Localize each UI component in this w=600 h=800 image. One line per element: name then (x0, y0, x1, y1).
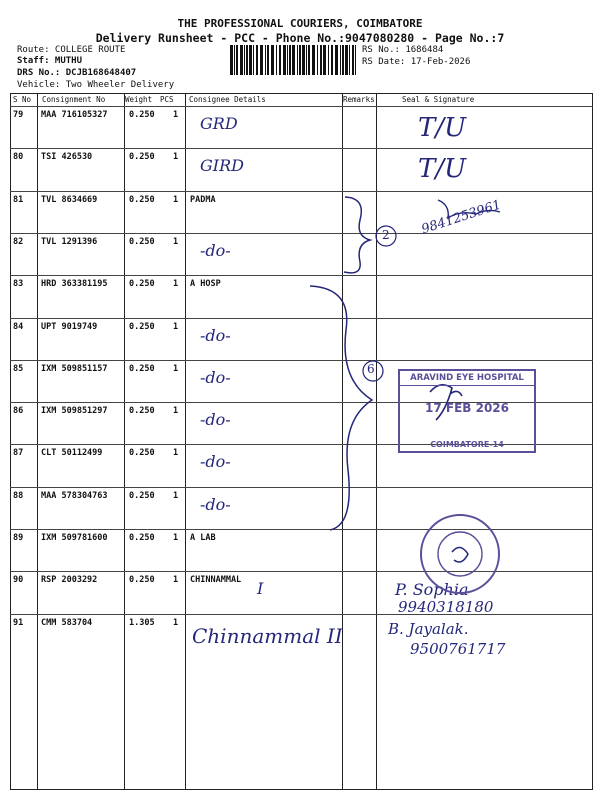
cell-pcs: 1 (173, 279, 179, 290)
barcode-bar (240, 45, 243, 75)
barcode-bar (287, 45, 288, 75)
header-sno: S No (13, 95, 32, 104)
cell-weight: 0.250 (129, 236, 155, 247)
handwritten-consignee: -do- (200, 494, 231, 514)
header-weight: Weight (125, 95, 153, 104)
stamp-date: 17 FEB 2026 (425, 401, 509, 415)
barcode-bar (292, 45, 295, 75)
company-title: THE PROFESSIONAL COURIERS, COIMBATORE (177, 17, 423, 30)
barcode-bar (256, 45, 258, 75)
row-divider (10, 318, 593, 319)
barcode-bar (340, 45, 341, 75)
header-consignee: Consignee Details (189, 95, 266, 104)
cell-sno: 79 (13, 110, 24, 120)
row-divider (10, 275, 593, 276)
cell-pcs: 1 (173, 194, 179, 205)
barcode-bar (306, 45, 307, 75)
barcode-bar (236, 45, 238, 75)
cell-cno: CLT 50112499 (41, 448, 103, 459)
rs-number: RS No.: 1686484 (362, 45, 444, 55)
cell-weight: 0.250 (129, 110, 155, 120)
barcode-bar (302, 45, 305, 75)
cell-pcs: 1 (173, 533, 179, 543)
rs-date: RS Date: 17-Feb-2026 (362, 57, 471, 67)
handwritten-sophia: P. Sophia (395, 580, 469, 599)
row-divider (10, 191, 593, 192)
handwritten-sophia-phone: 9940318180 (398, 598, 494, 616)
handwritten-phone: 9841253961 (419, 197, 504, 238)
cell-pcs: 1 (173, 406, 179, 417)
cell-weight: 0.250 (129, 363, 155, 374)
cell-weight: 1.305 (129, 617, 155, 628)
barcode-icon (230, 45, 356, 75)
header-remarks: Remarks (343, 95, 375, 104)
cell-cno: IXM 509851297 (41, 406, 108, 417)
barcode-bar (342, 45, 344, 75)
row-divider (10, 148, 593, 149)
cell-consignee: CHINNAMMAL (190, 575, 242, 586)
cell-pcs: 1 (173, 363, 179, 374)
handwritten-tu-1: T/U (418, 113, 467, 143)
row-divider (10, 529, 593, 530)
barcode-bar (297, 45, 298, 75)
row-divider (10, 571, 593, 572)
cell-sno: 84 (13, 321, 24, 332)
cell-cno: IXM 509851157 (41, 363, 108, 374)
cell-cno: HRD 363381195 (41, 279, 108, 290)
cell-consignee: A LAB (190, 533, 216, 543)
route-label: Route: COLLEGE ROUTE (17, 45, 126, 55)
cell-cno: IXM 509781600 (41, 533, 108, 543)
handwritten-consignee: GRD (200, 114, 238, 133)
barcode-bar (267, 45, 269, 75)
cell-sno: 85 (13, 363, 24, 374)
barcode-bar (289, 45, 291, 75)
cell-pcs: 1 (173, 575, 179, 586)
cell-weight: 0.250 (129, 194, 155, 205)
barcode-bar (249, 45, 252, 75)
handwritten-jayalak-phone: 9500761717 (410, 640, 506, 658)
drs-label: DRS No.: DCJB168648407 (17, 68, 137, 78)
handwritten-consignee: -do- (200, 240, 231, 260)
cell-weight: 0.250 (129, 152, 155, 163)
staff-label: Staff: MUTHU (17, 56, 83, 66)
barcode-bar (345, 45, 348, 75)
cell-consignee: A HOSP (190, 279, 221, 290)
barcode-bar (317, 45, 318, 75)
handwritten-consignee: GIRD (200, 156, 244, 176)
handwritten-consignee: -do- (200, 325, 231, 345)
cell-pcs: 1 (173, 236, 179, 247)
row-divider (10, 487, 593, 488)
header-consignment: Consignment No (42, 95, 106, 104)
cell-consignee: PADMA (190, 194, 216, 205)
barcode-bar (349, 45, 350, 75)
round-company-seal-icon (418, 512, 502, 596)
cell-sno: 86 (13, 406, 24, 417)
barcode-bar (244, 45, 245, 75)
runsheet-subtitle: Delivery Runsheet - PCC - Phone No.:9047080280 - Page No.:7 (95, 31, 505, 45)
barcode-bar (234, 45, 235, 75)
barcode-bar (328, 45, 329, 75)
cell-cno: TVL 1291396 (41, 236, 98, 247)
cell-pcs: 1 (173, 490, 179, 501)
header-seal: Seal & Signature (402, 95, 475, 104)
cell-pcs: 1 (173, 321, 179, 332)
cell-sno: 90 (13, 575, 24, 586)
cell-cno: MAA 716105327 (41, 110, 108, 120)
handwritten-tu-2: T/U (418, 154, 467, 184)
handwritten-consignee: -do- (200, 367, 231, 387)
cell-sno: 91 (13, 617, 24, 628)
barcode-bar (355, 45, 356, 75)
cell-weight: 0.250 (129, 406, 155, 417)
cell-weight: 0.250 (129, 279, 155, 290)
barcode-bar (283, 45, 286, 75)
cell-sno: 82 (13, 236, 24, 247)
barcode-bar (271, 45, 274, 75)
cell-weight: 0.250 (129, 321, 155, 332)
barcode-bar (320, 45, 322, 75)
hospital-stamp (398, 369, 536, 453)
cell-pcs: 1 (173, 448, 179, 459)
barcode-bar (352, 45, 354, 75)
barcode-bar (279, 45, 281, 75)
cell-cno: TVL 8634669 (41, 194, 98, 205)
cell-weight: 0.250 (129, 448, 155, 459)
header-pcs: PCS (160, 95, 174, 104)
cell-weight: 0.250 (129, 575, 155, 586)
row-divider (10, 614, 593, 615)
barcode-bar (260, 45, 263, 75)
barcode-bar (276, 45, 277, 75)
barcode-bar (230, 45, 233, 75)
stamp-hospital-name: ARAVIND EYE HOSPITAL (400, 373, 534, 386)
handwritten-consignee: I (257, 579, 264, 599)
cell-sno: 83 (13, 279, 24, 290)
cell-cno: TSI 426530 (41, 152, 93, 163)
barcode-bar (253, 45, 254, 75)
barcode-bar (308, 45, 310, 75)
row-divider (10, 360, 593, 361)
cell-cno: CMM 583704 (41, 617, 93, 628)
cell-cno: MAA 578304763 (41, 490, 108, 501)
barcode-bar (331, 45, 333, 75)
barcode-bar (246, 45, 248, 75)
cell-sno: 89 (13, 533, 24, 543)
cell-pcs: 1 (173, 110, 179, 120)
handwritten-jayalak: B. Jayalak. (388, 620, 469, 638)
cell-cno: UPT 9019749 (41, 321, 98, 332)
cell-sno: 87 (13, 448, 24, 459)
cell-sno: 88 (13, 490, 24, 501)
barcode-bar (299, 45, 301, 75)
barcode-bar (335, 45, 338, 75)
barcode-bar (265, 45, 266, 75)
barcode-bar (323, 45, 326, 75)
row-divider (10, 233, 593, 234)
cell-pcs: 1 (173, 617, 179, 628)
stamp-city: COIMBATORE-14 (430, 440, 504, 449)
barcode-bar (312, 45, 315, 75)
cell-sno: 80 (13, 152, 24, 163)
cell-cno: RSP 2003292 (41, 575, 98, 586)
handwritten-consignee: Chinnammal II (192, 623, 343, 648)
cell-weight: 0.250 (129, 533, 155, 543)
handwritten-consignee: -do- (200, 410, 231, 430)
vehicle-label: Vehicle: Two Wheeler Delivery (17, 80, 175, 90)
cell-sno: 81 (13, 194, 24, 205)
cell-weight: 0.250 (129, 490, 155, 501)
circle-2-note: 2 (382, 228, 390, 242)
handwritten-consignee: -do- (200, 452, 231, 472)
cell-pcs: 1 (173, 152, 179, 163)
circle-6-note: 6 (367, 362, 375, 376)
